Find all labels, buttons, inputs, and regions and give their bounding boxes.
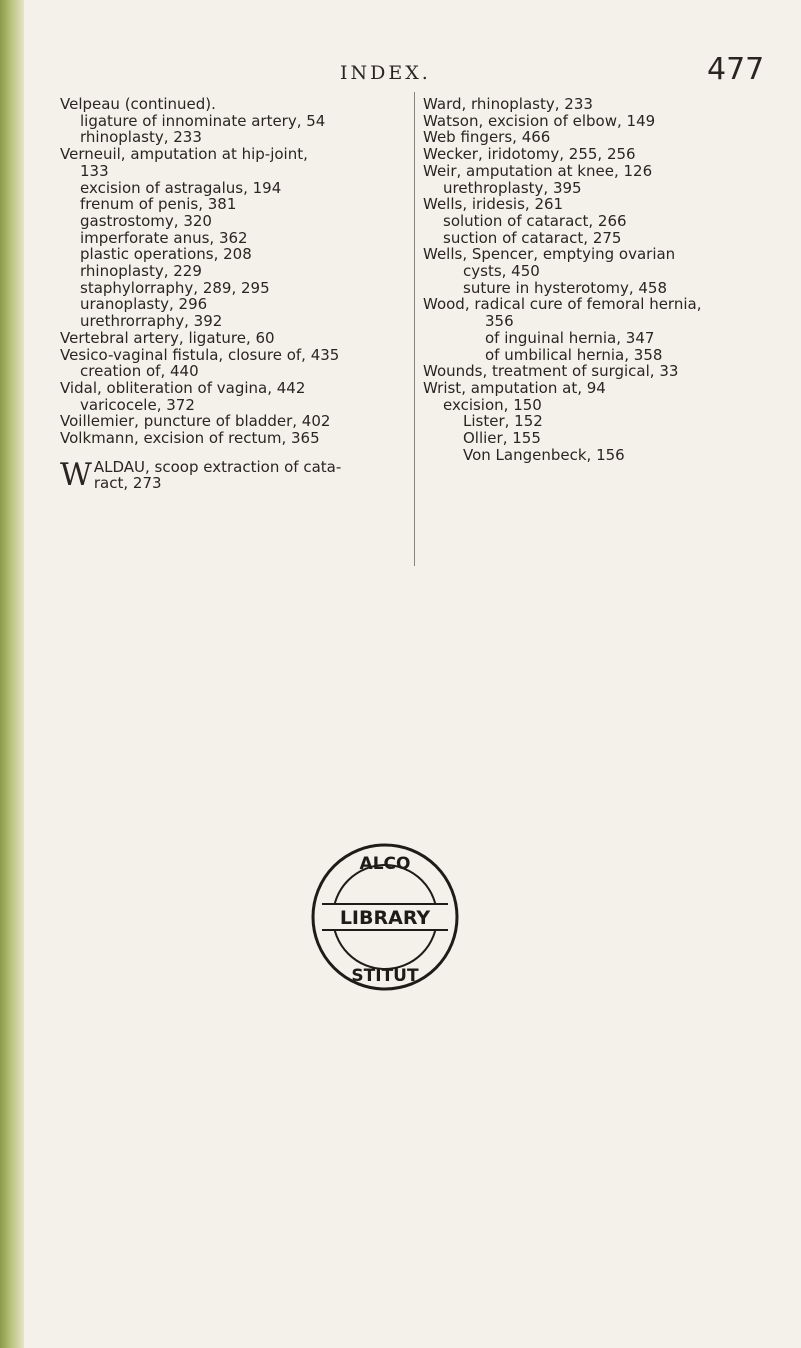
right-entries-list [423,96,793,463]
column-divider [414,92,415,566]
left-index-entry: rhinoplasty, 229 [80,262,202,281]
left-index-entry: staphylorraphy, 289, 295 [80,278,270,297]
right-index-entry: Wrist, amputation at, 94 [423,378,606,397]
right-index-entry: cysts, 450 [463,262,540,281]
right-index-entry: suction of cataract, 275 [443,228,622,247]
right-index-entry: 356 [485,312,514,331]
book-spine-edge [0,0,24,1348]
right-index-entry: Wecker, iridotomy, 255, 256 [423,145,636,164]
index-entry-waldau-line2: ract, 273 [93,474,162,493]
right-index-entry: excision, 150 [443,395,542,414]
right-index-entry: Lister, 152 [463,412,543,431]
right-index-entry: Watson, excision of elbow, 149 [423,111,656,130]
left-index-entry: Volkmann, excision of rectum, 365 [60,429,320,448]
index-entry-waldau-line1: ALDAU, scoop extraction of cata- [93,457,342,476]
left-entries-list [60,96,405,447]
left-index-entry: gastrostomy, 320 [80,211,212,230]
right-index-entry: Wells, iridesis, 261 [423,195,564,214]
page-header-title: INDEX. [340,62,431,84]
left-index-entry: excision of astragalus, 194 [80,178,282,197]
index-column-left [60,96,405,492]
left-index-entry: varicocele, 372 [80,395,195,414]
page-number: 477 [707,52,765,87]
right-index-entry: Web fingers, 466 [423,128,551,147]
left-index-entry: Vidal, obliteration of vagina, 442 [60,378,306,397]
right-index-entry: Weir, amputation at knee, 126 [423,161,653,180]
left-index-entry: ligature of innominate artery, 54 [80,111,326,130]
left-index-entry: Vertebral artery, ligature, 60 [60,328,275,347]
left-index-entry: Velpeau (continued). [60,95,216,113]
library-stamp [310,842,460,992]
stamp-bottom-text: STITUT [351,966,419,986]
left-index-entry: uranoplasty, 296 [80,295,208,314]
left-index-entry: plastic operations, 208 [80,245,252,264]
left-index-entry: urethrorraphy, 392 [80,312,223,331]
left-index-entry: creation of, 440 [80,362,199,381]
stamp-top-text: ALCO [359,854,411,874]
left-index-entry: Voillemier, puncture of bladder, 402 [60,412,331,431]
right-index-entry: Wounds, treatment of surgical, 33 [423,362,679,381]
right-index-entry: of umbilical hernia, 358 [485,345,663,364]
left-index-entry: rhinoplasty, 233 [80,128,202,147]
left-index-entry: imperforate anus, 362 [80,228,248,247]
right-index-entry: Ollier, 155 [463,429,541,448]
right-index-entry: suture in hysterotomy, 458 [463,278,668,297]
right-index-entry: solution of cataract, 266 [443,211,627,230]
letter-w-heading-entry [60,456,405,493]
right-index-entry: Ward, rhinoplasty, 233 [423,95,593,113]
dropcap-letter: W [60,456,92,493]
right-index-entry: Wells, Spencer, emptying ovarian [423,245,676,264]
right-index-entry: urethroplasty, 395 [443,178,582,197]
right-index-entry: of inguinal hernia, 347 [485,328,655,347]
right-index-entry: Wood, radical cure of femoral hernia, [423,295,702,314]
right-index-entry: Von Langenbeck, 156 [463,445,625,464]
left-index-entry: frenum of penis, 381 [80,195,237,214]
left-index-entry: Verneuil, amputation at hip-joint, [60,145,308,164]
index-column-right [423,96,793,463]
left-index-entry: Vesico-vaginal fistula, closure of, 435 [60,345,340,364]
left-index-entry: 133 [80,161,109,180]
stamp-middle-text: LIBRARY [339,907,431,929]
